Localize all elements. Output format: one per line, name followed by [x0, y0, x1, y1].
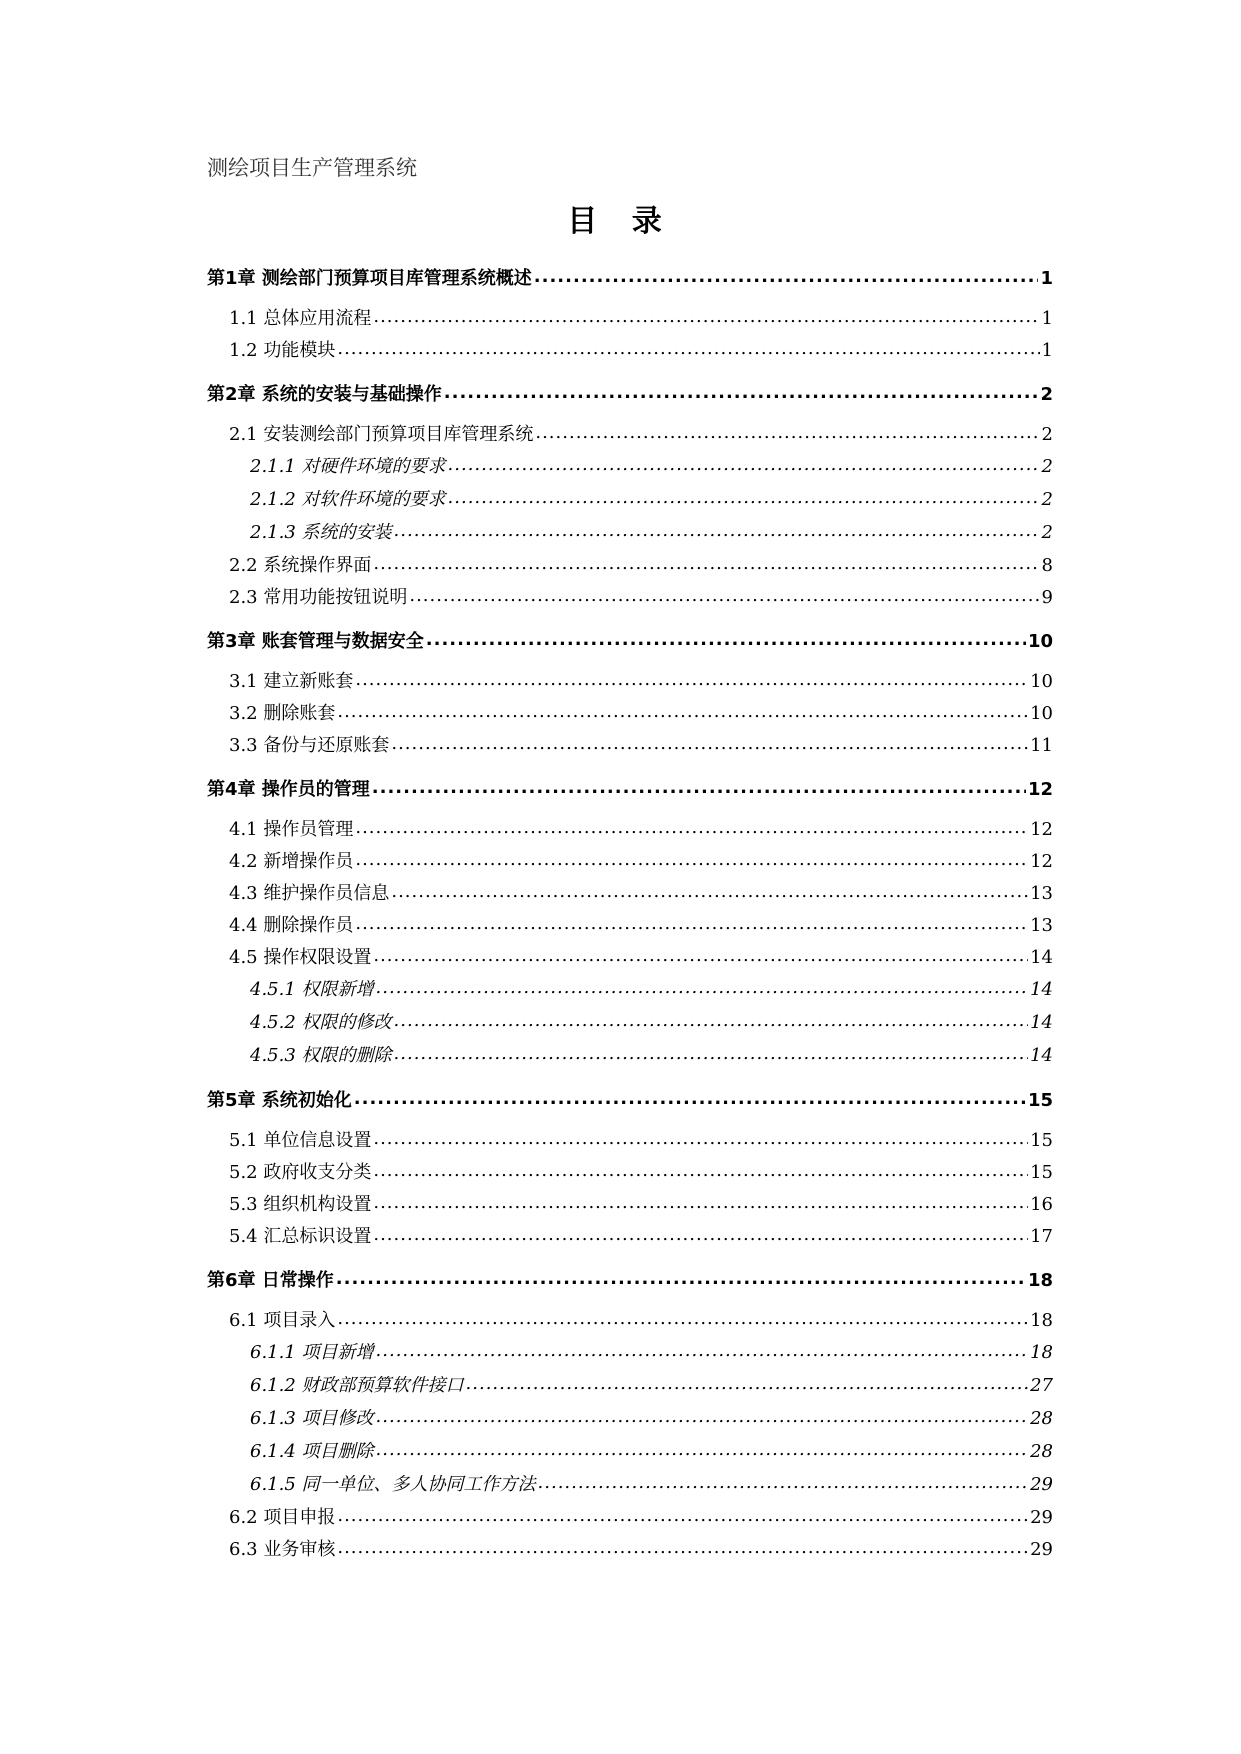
toc-dot-leader — [337, 1308, 1028, 1326]
toc-entry-label: 5.4 汇总标识设置 — [229, 1226, 372, 1247]
toc-entry-label: 2.1.1 对硬件环境的要求 — [250, 456, 446, 477]
toc-entry-section[interactable] — [207, 1535, 1053, 1567]
toc-entry-label: 6.1.4 项目删除 — [250, 1441, 374, 1462]
toc-entry-sub[interactable] — [207, 1404, 1053, 1437]
toc-entry-page-number: 15 — [1027, 1090, 1053, 1111]
toc-entry-page-number: 16 — [1030, 1194, 1053, 1215]
toc-entry-page-number: 1 — [1040, 268, 1053, 289]
toc-entry-page-number: 18 — [1030, 1310, 1053, 1331]
toc-entry-chapter[interactable] — [207, 627, 1053, 655]
toc-entry-chapter[interactable] — [207, 775, 1053, 803]
toc-entry-label: 6.1.2 财政部预算软件接口 — [250, 1375, 464, 1396]
toc-entry-page-number: 10 — [1030, 671, 1053, 692]
toc-entry-page-number: 15 — [1030, 1130, 1053, 1151]
toc-dot-leader — [448, 454, 1040, 472]
toc-entry-label: 3.1 建立新账套 — [229, 671, 354, 692]
toc-dot-leader — [373, 1128, 1028, 1146]
toc-entry-section[interactable] — [207, 1126, 1053, 1158]
toc-entry-label: 2.3 常用功能按钮说明 — [229, 587, 408, 608]
toc-entry-label: 2.2 系统操作界面 — [229, 555, 372, 576]
toc-entry-page-number: 10 — [1030, 703, 1053, 724]
toc-entry-section[interactable] — [207, 911, 1053, 943]
toc-entry-page-number: 2 — [1041, 456, 1053, 477]
toc-dot-leader — [373, 1224, 1028, 1242]
toc-title: 目 录 — [567, 204, 674, 239]
toc-entry-label: 2.1 安装测绘部门预算项目库管理系统 — [229, 424, 534, 445]
toc-entry-section[interactable] — [207, 731, 1053, 763]
toc-entry-page-number: 28 — [1030, 1408, 1053, 1429]
toc-entry-page-number: 9 — [1041, 587, 1053, 608]
toc-entry-page-number: 12 — [1030, 819, 1053, 840]
toc-dot-leader — [337, 1537, 1028, 1555]
toc-dot-leader — [394, 1043, 1029, 1061]
toc-entry-label: 6.1.5 同一单位、多人协同工作方法 — [250, 1474, 536, 1495]
toc-dot-leader — [376, 977, 1029, 995]
toc-entry-page-number: 12 — [1030, 851, 1053, 872]
toc-dot-leader — [409, 585, 1039, 603]
toc-entry-page-number: 12 — [1027, 779, 1053, 800]
toc-entry-section[interactable] — [207, 551, 1053, 583]
toc-dot-leader — [337, 701, 1028, 719]
toc-entry-chapter[interactable] — [207, 380, 1053, 408]
toc-entry-page-number: 14 — [1030, 947, 1053, 968]
toc-entry-section[interactable] — [207, 1222, 1053, 1254]
toc-entry-sub[interactable] — [207, 1371, 1053, 1404]
toc-entry-section[interactable] — [207, 1306, 1053, 1338]
toc-dot-leader — [394, 520, 1040, 538]
toc-entry-page-number: 27 — [1030, 1375, 1053, 1396]
toc-entry-page-number: 29 — [1030, 1507, 1053, 1528]
toc-dot-leader — [373, 1192, 1028, 1210]
toc-entry-sub[interactable] — [207, 1437, 1053, 1470]
toc-entry-label: 2.1.2 对软件环境的要求 — [250, 489, 446, 510]
toc-entry-label: 4.1 操作员管理 — [229, 819, 354, 840]
toc-entry-sub[interactable] — [207, 485, 1053, 518]
toc-entry-label: 2.1.3 系统的安装 — [250, 522, 392, 543]
toc-dot-leader — [376, 1340, 1029, 1358]
toc-dot-leader — [373, 1160, 1028, 1178]
toc-entry-page-number: 2 — [1041, 424, 1053, 445]
toc-entry-sub[interactable] — [207, 1041, 1053, 1074]
toc-entry-label: 第3章 账套管理与数据安全 — [207, 631, 424, 652]
toc-entry-section[interactable] — [207, 420, 1053, 452]
toc-entry-label: 1.1 总体应用流程 — [229, 308, 372, 329]
toc-entry-page-number: 13 — [1030, 915, 1053, 936]
toc-entry-label: 3.2 删除账套 — [229, 703, 336, 724]
toc-entry-label: 3.3 备份与还原账套 — [229, 735, 390, 756]
toc-entry-page-number: 13 — [1030, 883, 1053, 904]
toc-dot-leader — [535, 422, 1039, 440]
toc-dot-leader — [391, 881, 1028, 899]
toc-entry-sub[interactable] — [207, 452, 1053, 485]
toc-dot-leader — [426, 629, 1026, 647]
toc-entry-label: 4.5.3 权限的删除 — [250, 1045, 392, 1066]
toc-entry-page-number: 15 — [1030, 1162, 1053, 1183]
toc-entry-page-number: 29 — [1030, 1474, 1053, 1495]
toc-entry-label: 6.2 项目申报 — [229, 1507, 336, 1528]
toc-entry-sub[interactable] — [207, 1338, 1053, 1371]
toc-dot-leader — [337, 338, 1039, 356]
toc-entry-section[interactable] — [207, 1158, 1053, 1190]
toc-entry-section[interactable] — [207, 699, 1053, 731]
toc-entry-sub[interactable] — [207, 1008, 1053, 1041]
toc-dot-leader — [373, 945, 1028, 963]
toc-entry-section[interactable] — [207, 815, 1053, 847]
toc-entry-section[interactable] — [207, 847, 1053, 879]
toc-entry-chapter[interactable] — [207, 1266, 1053, 1294]
toc-entry-label: 1.2 功能模块 — [229, 340, 336, 361]
toc-dot-leader — [391, 733, 1028, 751]
toc-entry-sub[interactable] — [207, 518, 1053, 551]
toc-entry-page-number: 10 — [1027, 631, 1053, 652]
toc-entry-page-number: 18 — [1027, 1270, 1053, 1291]
toc-entry-section[interactable] — [207, 943, 1053, 975]
toc-dot-leader — [337, 1505, 1028, 1523]
toc-entry-label: 4.2 新增操作员 — [229, 851, 354, 872]
toc-entry-page-number: 29 — [1030, 1539, 1053, 1560]
toc-dot-leader — [355, 817, 1028, 835]
toc-entry-chapter[interactable] — [207, 1086, 1053, 1114]
toc-entry-section[interactable] — [207, 304, 1053, 336]
toc-entry-section[interactable] — [207, 667, 1053, 699]
toc-entry-page-number: 1 — [1041, 308, 1053, 329]
toc-entry-label: 4.4 删除操作员 — [229, 915, 354, 936]
toc-entry-label: 4.5.1 权限新增 — [250, 979, 374, 1000]
toc-dot-leader — [336, 1268, 1026, 1286]
toc-dot-leader — [444, 382, 1039, 400]
toc-dot-leader — [534, 266, 1039, 284]
toc-entry-label: 第4章 操作员的管理 — [207, 779, 370, 800]
toc-entry-sub[interactable] — [207, 975, 1053, 1008]
toc-dot-leader — [373, 553, 1039, 571]
toc-dot-leader — [372, 777, 1026, 795]
toc-entry-label: 5.2 政府收支分类 — [229, 1162, 372, 1183]
toc-dot-leader — [466, 1373, 1029, 1391]
toc-entry-label: 6.1.1 项目新增 — [250, 1342, 374, 1363]
toc-entry-section[interactable] — [207, 1190, 1053, 1222]
toc-dot-leader — [538, 1472, 1029, 1490]
page-header: 测绘项目生产管理系统 — [207, 156, 417, 180]
toc-entry-label: 4.5.2 权限的修改 — [250, 1012, 392, 1033]
toc-entry-label: 4.5 操作权限设置 — [229, 947, 372, 968]
toc-entry-label: 5.1 单位信息设置 — [229, 1130, 372, 1151]
toc-dot-leader — [376, 1439, 1029, 1457]
toc-entry-page-number: 2 — [1041, 522, 1053, 543]
toc-dot-leader — [355, 913, 1028, 931]
toc-entry-chapter[interactable] — [207, 264, 1053, 292]
toc-entry-page-number: 1 — [1041, 340, 1053, 361]
toc-entry-label: 4.3 维护操作员信息 — [229, 883, 390, 904]
toc-entry-page-number: 18 — [1030, 1342, 1053, 1363]
toc-entry-label: 第2章 系统的安装与基础操作 — [207, 384, 442, 405]
table-of-contents — [207, 264, 1053, 1567]
toc-entry-page-number: 14 — [1030, 979, 1053, 1000]
toc-entry-page-number: 2 — [1041, 489, 1053, 510]
toc-entry-page-number: 14 — [1030, 1012, 1053, 1033]
toc-entry-label: 第5章 系统初始化 — [207, 1090, 352, 1111]
toc-entry-label: 5.3 组织机构设置 — [229, 1194, 372, 1215]
toc-dot-leader — [354, 1088, 1026, 1106]
toc-entry-section[interactable] — [207, 879, 1053, 911]
toc-entry-section[interactable] — [207, 583, 1053, 615]
toc-entry-sub[interactable] — [207, 1470, 1053, 1503]
toc-dot-leader — [376, 1406, 1029, 1424]
toc-entry-label: 6.3 业务审核 — [229, 1539, 336, 1560]
toc-entry-label: 6.1.3 项目修改 — [250, 1408, 374, 1429]
toc-entry-page-number: 14 — [1030, 1045, 1053, 1066]
toc-entry-label: 第6章 日常操作 — [207, 1270, 334, 1291]
toc-entry-page-number: 2 — [1040, 384, 1053, 405]
toc-entry-page-number: 17 — [1030, 1226, 1053, 1247]
toc-dot-leader — [448, 487, 1040, 505]
toc-dot-leader — [394, 1010, 1029, 1028]
toc-entry-page-number: 11 — [1030, 735, 1053, 756]
toc-dot-leader — [355, 849, 1028, 867]
toc-entry-label: 6.1 项目录入 — [229, 1310, 336, 1331]
toc-dot-leader — [373, 306, 1039, 324]
toc-entry-page-number: 28 — [1030, 1441, 1053, 1462]
toc-entry-page-number: 8 — [1041, 555, 1053, 576]
toc-dot-leader — [355, 669, 1028, 687]
toc-entry-section[interactable] — [207, 336, 1053, 368]
toc-entry-section[interactable] — [207, 1503, 1053, 1535]
toc-entry-label: 第1章 测绘部门预算项目库管理系统概述 — [207, 268, 532, 289]
